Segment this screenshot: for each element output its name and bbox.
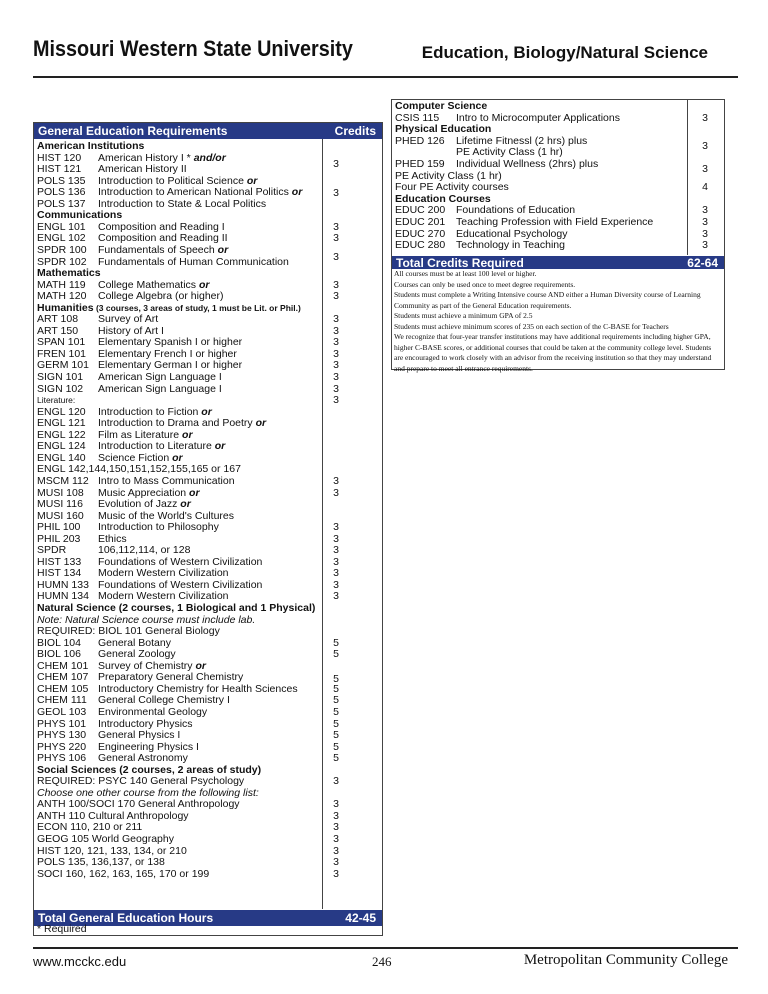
credit-value: 3: [333, 532, 339, 545]
credit-value: 5: [333, 636, 339, 649]
course-title: American Sign Language I: [98, 382, 222, 395]
course-code: HUMN 134: [37, 590, 89, 603]
section-heading: Natural Science (2 courses, 1 Biological and 1 Physical): [37, 602, 316, 614]
italic-note: Note: Natural Science course must include lab.: [37, 613, 256, 626]
course-title: Ethics: [98, 532, 127, 545]
credit-value: 3: [333, 833, 339, 845]
general-education-table: General Education Requirements Credits American Institutions HIST 120 American History I * and/or HIST 121 American History II POLS 135 Introduction to Political Science or POLS 136 Introduction to American National Politics or POLS 137 Introduction to State & Local Politics Communications ENGL 101 Composition and Reading I 3 ENGL 102 Composition and Reading II 3 SPDR 100 Fundamentals of Speech or SPDR 102 Fundamentals of Human Communication Mathematics MATH 119 College Mathematics or 3 MATH 120 College Algebra (or higher) 3 Humanities (3 courses, 3 areas of study, 1 must be Lit. or Phil.) ART 108 Survey of Art 3 ART 150 History of Art I 3 SPAN 101 Elementary Spanish I or higher 3 FREN 101 Elementary French I or higher 3 GERM 101 Elementary German I or higher 3 SIGN 101 American Sign Language I 3 SIGN 102 American Sign Language I 3 Literature: 3 ENGL 120 Introduction to Fiction or ENGL 121 Introduction to Drama and Poetry or ENGL 122 Film as Literature or ENGL 124 Introduction to Literature or ENGL 140 Science Fiction or ENGL 142,144,150,151,152,155,165 or 167 MSCM 112 Intro to Mass Communication 3 MUSI 108 Music Appreciation or 3 MUSI 116 Evolution of Jazz or MUSI 160 Music of the World's Cultures PHIL 100 Introduction to Philosophy 3 PHIL 203 Ethics 3 SPDR 106,112,114, or 128 3 HIST 133 Foundations of Western Civilization 3 HIST 134 Modern Western Civilization 3 HUMN 133 Foundations of Western Civilization 3 HUMN 134 Modern Western Civilization 3 Natural Science (2 courses, 1 Biological and 1 Physical) Note: Natural Science course must include lab. REQUIRED: BIOL 101 General Biology BIOL 104 General Botany 5 BIOL 106 General Zoology 5 CHEM 101 Survey of Chemistry or CHEM 107 Preparatory General Chemistry CHEM 105 Introductory Chemistry for Health Sciences 5 CHEM 111 General College Chemistry I 5 GEOL 103 Environmental Geology 5 PHYS 101 Introductory Physics 5 PHYS 130 General Physics I 5 PHYS 220 Engineering Physics I 5 PHYS 106 General Astronomy 5 Social Sciences (2 courses, 2 areas of study) REQUIRED: PSYC 140 General Psychology 3 Choose one other course from the following list: ANTH 100/SOCI 170 General Anthropology 3 ANTH 110 Cultural Anthropology 3 ECON 110, 210 or 211 3 GEOG 105 World Geography 3 HIST 120, 121, 133, 134, or 210 3 POLS 135, 136,137, or 138 3 SOCI 160, 162, 163, 165, 170 or 199 3 3 3 3 5 Total General Education Hours 42-45 * Required: [33, 122, 383, 936]
course-title: General Botany: [98, 636, 171, 649]
credit-value: 3: [702, 140, 708, 152]
header-right: Education, Biology/Natural Science: [421, 43, 708, 62]
credit-value: 3: [333, 251, 339, 263]
course-code: ART 150: [37, 324, 79, 337]
credit-value: 3: [333, 486, 339, 499]
credit-value: 5: [333, 729, 339, 742]
course-line: Four PE Activity courses: [395, 181, 509, 194]
footer-rule: [33, 947, 738, 949]
credit-value: 3: [333, 232, 339, 245]
course-line: ANTH 100/SOCI 170 General Anthropology: [37, 798, 240, 811]
credit-value: 3: [333, 394, 339, 407]
course-title: Introduction to Drama and Poetry or: [98, 417, 267, 430]
course-title: Introduction to Fiction or: [98, 405, 212, 418]
course-code: EDUC 280: [395, 239, 446, 252]
credit-value: 3: [333, 821, 339, 834]
course-title: Elementary Spanish I or higher: [98, 336, 243, 349]
credit-value: 3: [333, 567, 339, 580]
section-heading: Humanities (3 courses, 3 areas of study, 1 must be Lit. or Phil.): [37, 301, 301, 314]
course-title: Lifetime Fitnessl (2 hrs) plus: [456, 134, 588, 147]
credit-value: 3: [333, 856, 339, 869]
credit-value: 5: [333, 705, 339, 718]
course-code: HIST 120: [37, 151, 82, 164]
credit-value: 3: [702, 239, 708, 252]
credit-value: 3: [333, 187, 339, 199]
credit-value: 3: [702, 163, 708, 175]
course-code: SPDR 102: [37, 255, 87, 268]
course-code: PHIL 100: [37, 521, 81, 534]
course-code: SPDR: [37, 544, 67, 557]
course-line: ANTH 110 Cultural Anthropology: [37, 809, 189, 822]
course-title: Elementary German I or higher: [98, 359, 243, 372]
course-title: Intro to Mass Communication: [98, 474, 235, 487]
course-code: GERM 101: [37, 359, 89, 372]
course-code: PHYS 106: [37, 752, 87, 765]
course-code: HUMN 133: [37, 578, 89, 591]
course-title: Engineering Physics I: [98, 740, 199, 753]
note-line: Students must complete a Writing Intensive course AND either a Human Diversity course of Learning Community as part of the General Education requirements.: [394, 290, 701, 310]
header-left: Missouri Western State University: [33, 36, 353, 61]
course-code: CHEM 101: [37, 659, 89, 672]
course-title: Science Fiction or: [98, 451, 183, 464]
course-code: CSIS 115: [395, 111, 440, 124]
course-title: Music of the World's Cultures: [98, 509, 235, 522]
credit-value: 3: [702, 216, 708, 228]
course-title: Educational Psychology: [456, 227, 568, 240]
course-title: Elementary French I or higher: [98, 347, 237, 360]
course-line: ECON 110, 210 or 211: [37, 821, 143, 834]
course-code: PHYS 220: [37, 740, 87, 753]
notes-block: [394, 269, 722, 374]
course-code: ENGL 101: [37, 220, 86, 233]
credits-header: Credits: [334, 124, 376, 138]
total-credits-label: Total Credits Required: [396, 256, 524, 270]
credit-value: 5: [333, 717, 339, 730]
header-rule: [33, 76, 738, 78]
course-title: American History I * and/or: [98, 151, 226, 164]
course-title: Composition and Reading I: [98, 220, 225, 233]
course-code: EDUC 270: [395, 227, 446, 240]
course-code: ENGL 120: [37, 405, 86, 418]
credit-value: 3: [333, 347, 339, 360]
course-code: EDUC 200: [395, 204, 446, 217]
subheading: Literature:: [37, 395, 76, 406]
course-title: Foundations of Western Civilization: [98, 555, 263, 568]
course-title: Music Appreciation or: [98, 486, 200, 499]
credit-value: 3: [333, 359, 339, 372]
course-code: SIGN 102: [37, 382, 84, 395]
section-heading: Computer Science: [395, 100, 488, 112]
course-title: Introduction to Philosophy: [98, 521, 219, 534]
note-line: Courses can only be used once to meet degree requirements.: [394, 279, 576, 289]
course-title: Modern Western Civilization: [98, 567, 229, 580]
credit-value: 3: [333, 844, 339, 857]
footer-url: www.mcckc.edu: [33, 954, 127, 969]
course-title: General Physics I: [98, 729, 181, 742]
course-code: POLS 137: [37, 197, 86, 210]
course-code: POLS 135: [37, 174, 86, 187]
footer-college: Metropolitan Community College: [523, 952, 728, 968]
course-code: PHYS 130: [37, 729, 87, 742]
course-title: Introductory Chemistry for Health Sciences: [98, 682, 298, 695]
credit-value: 3: [333, 382, 339, 395]
course-code: POLS 136: [37, 186, 86, 199]
credit-value: 3: [333, 371, 339, 383]
section-note: (3 courses, 3 areas of study, 1 must be Lit. or Phil.): [93, 302, 301, 313]
course-title: Survey of Chemistry or: [98, 659, 206, 672]
credit-value: 3: [333, 867, 339, 880]
course-code: CHEM 111: [37, 694, 87, 707]
credit-value: 3: [333, 798, 339, 811]
course-code: BIOL 104: [37, 636, 81, 649]
course-title: Individual Wellness (2hrs) plus: [456, 158, 599, 170]
course-title: Evolution of Jazz or: [98, 498, 191, 511]
course-code: HIST 133: [37, 555, 82, 568]
course-code: SPAN 101: [37, 336, 86, 349]
credit-value: 3: [333, 544, 339, 557]
course-line: GEOG 105 World Geography: [37, 833, 174, 845]
course-title: General Astronomy: [98, 752, 188, 765]
credit-value: 3: [333, 578, 339, 591]
course-title: History of Art I: [98, 324, 164, 337]
course-code: HIST 134: [37, 567, 82, 580]
gen-ed-title: General Education Requirements: [38, 124, 228, 138]
total-credits-value: 62-64: [687, 256, 718, 270]
course-line: REQUIRED: BIOL 101 General Biology: [37, 625, 220, 638]
course-title: Intro to Microcomputer Applications: [456, 111, 620, 124]
italic-note: Choose one other course from the following list:: [37, 786, 259, 799]
credit-value: 4: [702, 181, 708, 194]
course-code: CHEM 105: [37, 682, 89, 695]
credit-value: 3: [702, 111, 708, 124]
credit-value: 5: [333, 752, 339, 765]
section-heading: Mathematics: [37, 267, 101, 280]
credit-value: 3: [333, 809, 339, 822]
course-code: PHIL 203: [37, 532, 81, 545]
section-heading: American Institutions: [37, 140, 145, 152]
note-line: We recognize that four-year transfer institutions may have additional requirements including higher GPA, higher C-BASE scores, or additional courses that could be taken at the community college level. Students are encouraged to work closely with an advisor from the receiving institution so that they may understand and prepare to meet all entrance requirements.: [394, 332, 712, 373]
course-line: REQUIRED: PSYC 140 General Psychology: [37, 775, 245, 788]
course-title: Technology in Teaching: [456, 239, 565, 252]
section-heading: Social Sciences (2 courses, 2 areas of study): [37, 763, 262, 776]
course-code: ENGL 122: [37, 428, 86, 441]
right-credit-divider: [687, 99, 688, 255]
course-code: MUSI 108: [37, 486, 84, 499]
course-code: ENGL 121: [37, 417, 86, 430]
credit-value: 3: [333, 290, 339, 303]
course-title: Introduction to American National Politics or: [98, 186, 303, 199]
course-code: BIOL 106: [37, 648, 81, 661]
course-code: HIST 121: [37, 163, 82, 176]
course-title: Foundations of Education: [456, 204, 576, 217]
course-code: EDUC 201: [395, 216, 446, 228]
credit-value: 3: [333, 521, 339, 534]
credit-value: 3: [333, 775, 339, 788]
note-line: Students must achieve a minimum GPA of 2.5: [394, 311, 533, 320]
course-code: MSCM 112: [37, 474, 89, 487]
section-heading: Communications: [37, 209, 123, 222]
course-code: MATH 120: [37, 290, 87, 303]
course-title: Fundamentals of Speech or: [98, 243, 229, 256]
course-code: FREN 101: [37, 347, 87, 360]
credit-value: 3: [333, 278, 339, 291]
gen-ed-total-label: Total General Education Hours: [38, 911, 214, 925]
course-title: College Algebra (or higher): [98, 290, 224, 303]
course-title: Preparatory General Chemistry: [98, 671, 244, 684]
credit-value: 5: [333, 648, 339, 661]
course-title: General Zoology: [98, 648, 176, 661]
credit-value: 3: [333, 555, 339, 568]
course-code: MUSI 160: [37, 509, 84, 522]
course-title: Survey of Art: [98, 313, 159, 326]
course-line: ENGL 142,144,150,151,152,155,165 or 167: [37, 463, 241, 476]
credit-value: 3: [702, 204, 708, 217]
credit-value: 3: [333, 336, 339, 349]
course-code: ART 108: [37, 313, 79, 326]
credit-value: 3: [333, 324, 339, 337]
course-code: ENGL 102: [37, 232, 86, 245]
course-title: Introductory Physics: [98, 717, 193, 730]
credit-value: 3: [333, 590, 339, 603]
course-code: MUSI 116: [37, 498, 83, 511]
course-title: Fundamentals of Human Communication: [98, 255, 289, 268]
credit-value: 5: [333, 673, 339, 685]
course-title: Teaching Profession with Field Experience: [456, 216, 654, 228]
course-title: American Sign Language I: [98, 371, 222, 383]
course-title: Composition and Reading II: [98, 232, 228, 245]
course-code: PHED 159: [395, 158, 445, 170]
course-line: SOCI 160, 162, 163, 165, 170 or 199: [37, 867, 210, 880]
credit-value: 5: [333, 694, 339, 707]
gen-ed-total-value: 42-45: [345, 911, 376, 925]
course-title: American History II: [98, 163, 187, 176]
note-line: All courses must be at least 100 level or higher.: [394, 269, 537, 278]
course-title: Introduction to Literature or: [98, 440, 226, 453]
section-heading: Physical Education: [395, 123, 492, 136]
course-code: CHEM 107: [37, 671, 89, 684]
note-line: Students must achieve minimum scores of 235 on each section of the C-BASE for Teachers: [394, 321, 669, 331]
course-code: PHYS 101: [37, 717, 87, 730]
course-line: HIST 120, 121, 133, 134, or 210: [37, 844, 187, 857]
course-code: MATH 119: [37, 278, 86, 291]
course-code: SIGN 101: [37, 371, 84, 383]
course-title: Environmental Geology: [98, 705, 208, 718]
course-line: PE Activity Class (1 hr): [395, 169, 502, 182]
section-heading: Education Courses: [395, 192, 491, 205]
course-code: GEOL 103: [37, 705, 87, 718]
credit-value: 3: [333, 220, 339, 233]
left-credit-divider: [322, 139, 323, 909]
course-title: Introduction to State & Local Politics: [98, 197, 267, 210]
course-title: 106,112,114, or 128: [98, 544, 191, 557]
course-title: Foundations of Western Civilization: [98, 578, 263, 591]
course-code: SPDR 100: [37, 243, 87, 256]
credit-value: 3: [333, 313, 339, 326]
course-title: Modern Western Civilization: [98, 590, 229, 603]
gen-ed-header-band: [34, 123, 382, 139]
course-code: ENGL 124: [37, 440, 86, 453]
course-title: PE Activity Class (1 hr): [456, 146, 563, 159]
total-credits-band: [392, 256, 724, 269]
course-line: POLS 135, 136,137, or 138: [37, 856, 165, 869]
credit-value: 3: [333, 158, 339, 170]
page-number: 246: [372, 954, 392, 969]
course-title: College Mathematics or: [98, 278, 210, 291]
credit-value: 5: [333, 740, 339, 753]
credit-value: 5: [333, 682, 339, 695]
course-title: Film as Literature or: [98, 428, 193, 441]
course-title: Introduction to Political Science or: [98, 174, 258, 187]
credit-value: 3: [702, 227, 708, 240]
course-code: ENGL 140: [37, 451, 86, 464]
course-title: General College Chemistry I: [98, 694, 230, 707]
credit-value: 3: [333, 474, 339, 487]
course-code: PHED 126: [395, 134, 445, 147]
